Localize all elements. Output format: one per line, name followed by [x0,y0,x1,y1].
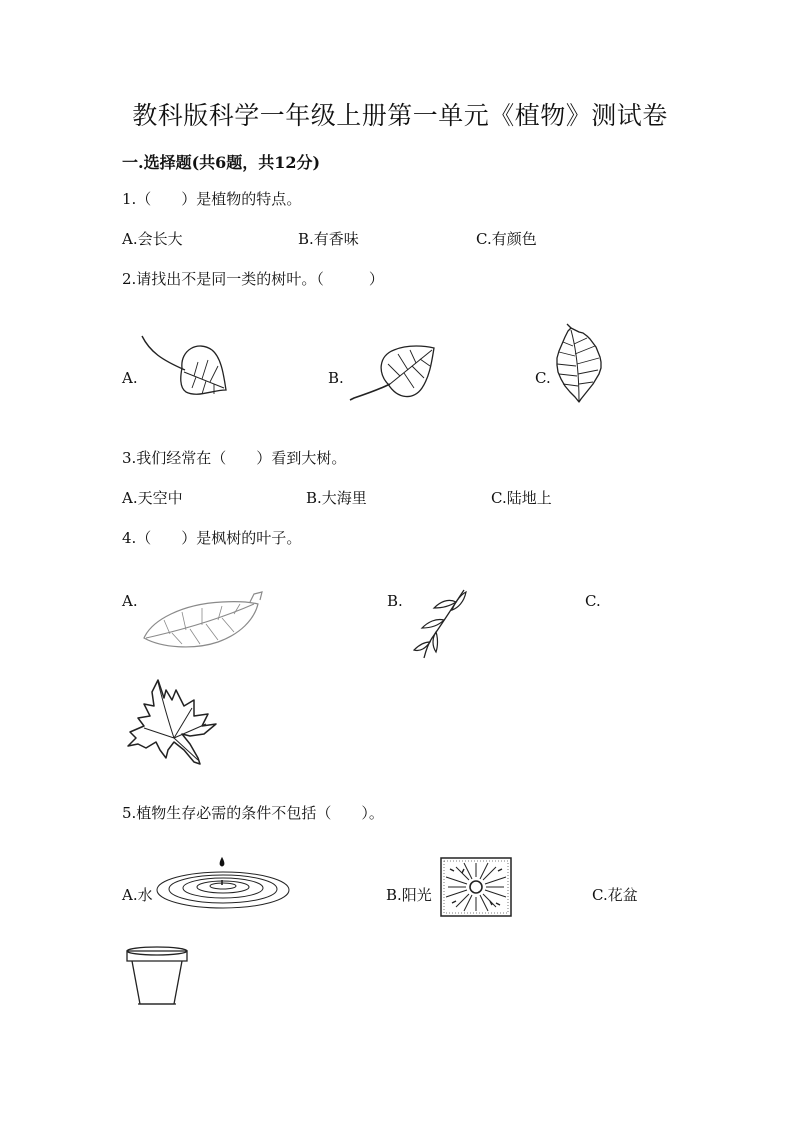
question-4-option-c[interactable]: C. [585,592,601,610]
leaf-oval-icon [142,590,268,652]
question-2-option-a[interactable]: A. [122,369,138,387]
question-5-stem: 5.植物生存必需的条件不包括（ ）。 [122,804,384,822]
question-1-stem: 1.（ ）是植物的特点。 [122,190,302,208]
question-1-option-c[interactable]: C.有颜色 [476,230,537,248]
question-3-option-c[interactable]: C.陆地上 [491,489,552,507]
willow-twig-icon [412,588,468,660]
sunlight-icon [440,857,512,917]
question-5-option-a[interactable]: A.水 [122,886,153,904]
question-1-option-b[interactable]: B.有香味 [298,230,359,248]
question-4-option-b[interactable]: B. [387,592,403,610]
question-2-option-c[interactable]: C. [535,369,551,387]
question-5-option-c[interactable]: C.花盆 [592,886,638,904]
question-3-option-a[interactable]: A.天空中 [122,489,183,507]
maple-leaf-icon [124,676,220,768]
question-1-option-a[interactable]: A.会长大 [122,230,183,248]
flower-pot-icon [124,944,190,1008]
leaf-poplar-icon [140,332,232,404]
question-3-option-b[interactable]: B.大海里 [306,489,367,507]
question-5-option-b[interactable]: B.阳光 [386,886,432,904]
leaf-poplar-icon [348,344,438,404]
page-title: 教科版科学一年级上册第一单元《植物》测试卷 [132,101,668,130]
question-3-stem: 3.我们经常在（ ）看到大树。 [122,449,347,467]
question-2-option-b[interactable]: B. [328,369,344,387]
water-ripple-icon [155,856,305,912]
leaf-elm-icon [553,322,609,404]
question-4-option-a[interactable]: A. [122,592,138,610]
question-4-stem: 4.（ ）是枫树的叶子。 [122,529,302,547]
question-2-stem: 2.请找出不是同一类的树叶。（ ） [122,270,384,288]
section-heading: 一.选择题(共6题，共12分) [122,153,321,172]
